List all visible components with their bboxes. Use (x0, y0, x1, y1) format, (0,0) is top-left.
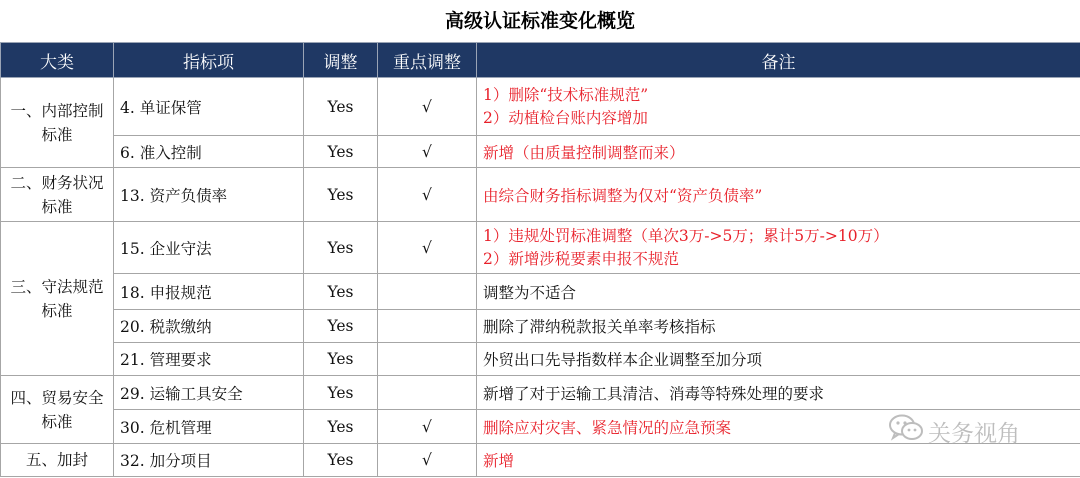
header-category: 大类 (1, 43, 114, 78)
item-cell: 4. 单证保管 (114, 78, 304, 136)
note-line: 1）删除“技术标准规范” (483, 85, 649, 104)
adjust-cell: Yes (304, 343, 378, 376)
table-row (1, 78, 1080, 136)
notes-cell: 调整为不适合 (477, 274, 1080, 310)
table-row (1, 136, 1080, 168)
category-cell: 五、加封 (1, 444, 114, 477)
key-adjust-cell (378, 310, 477, 343)
header-key-adjust: 重点调整 (378, 43, 477, 78)
key-adjust-cell: √ (378, 168, 477, 222)
notes-cell: 新增了对于运输工具清洁、消毒等特殊处理的要求 (477, 376, 1080, 410)
notes-cell: 删除应对灾害、紧急情况的应急预案 (477, 410, 1080, 444)
table-row (1, 410, 1080, 444)
key-adjust-cell (378, 274, 477, 310)
adjust-cell: Yes (304, 410, 378, 444)
item-cell: 21. 管理要求 (114, 343, 304, 376)
item-cell: 13. 资产负债率 (114, 168, 304, 222)
table-row (1, 274, 1080, 310)
category-cell: 一、内部控制标准 (1, 78, 114, 168)
table-row (1, 343, 1080, 376)
adjust-cell: Yes (304, 444, 378, 477)
table-row (1, 222, 1080, 274)
notes-cell: 外贸出口先导指数样本企业调整至加分项 (477, 343, 1080, 376)
notes-cell: 新增 (477, 444, 1080, 477)
note-line: 1）违规处罚标准调整（单次3万->5万；累计5万->10万） (483, 226, 889, 245)
category-cell: 四、贸易安全标准 (1, 376, 114, 444)
header-notes: 备注 (477, 43, 1080, 78)
table-row (1, 376, 1080, 410)
notes-cell: 新增（由质量控制调整而来） (477, 136, 1080, 168)
table-title: 高级认证标准变化概览 (444, 10, 635, 32)
table-row (1, 444, 1080, 477)
header-item: 指标项 (114, 43, 304, 78)
table-row (1, 168, 1080, 222)
key-adjust-cell: √ (378, 136, 477, 168)
adjust-cell: Yes (304, 168, 378, 222)
adjust-cell: Yes (304, 274, 378, 310)
standards-table (0, 42, 1080, 477)
adjust-cell: Yes (304, 222, 378, 274)
adjust-cell: Yes (304, 310, 378, 343)
note-line: 2）动植检台账内容增加 (483, 108, 648, 127)
category-cell: 二、财务状况标准 (1, 168, 114, 222)
item-cell: 32. 加分项目 (114, 444, 304, 477)
notes-cell: 删除了滞纳税款报关单率考核指标 (477, 310, 1080, 343)
note-line: 2）新增涉税要素申报不规范 (483, 249, 679, 268)
key-adjust-cell: √ (378, 410, 477, 444)
adjust-cell: Yes (304, 78, 378, 136)
key-adjust-cell: √ (378, 78, 477, 136)
item-cell: 15. 企业守法 (114, 222, 304, 274)
adjust-cell: Yes (304, 136, 378, 168)
key-adjust-cell: √ (378, 444, 477, 477)
key-adjust-cell (378, 376, 477, 410)
key-adjust-cell: √ (378, 222, 477, 274)
item-cell: 29. 运输工具安全 (114, 376, 304, 410)
notes-cell: 由综合财务指标调整为仅对“资产负债率” (477, 168, 1080, 222)
item-cell: 6. 准入控制 (114, 136, 304, 168)
item-cell: 20. 税款缴纳 (114, 310, 304, 343)
header-adjust: 调整 (304, 43, 378, 78)
item-cell: 18. 申报规范 (114, 274, 304, 310)
table-row (1, 310, 1080, 343)
item-cell: 30. 危机管理 (114, 410, 304, 444)
notes-cell (477, 78, 1080, 136)
notes-cell (477, 222, 1080, 274)
key-adjust-cell (378, 343, 477, 376)
adjust-cell: Yes (304, 376, 378, 410)
watermark-text: 关务视角 (928, 420, 1020, 447)
header-row (1, 43, 1080, 78)
category-cell: 三、守法规范标准 (1, 222, 114, 376)
